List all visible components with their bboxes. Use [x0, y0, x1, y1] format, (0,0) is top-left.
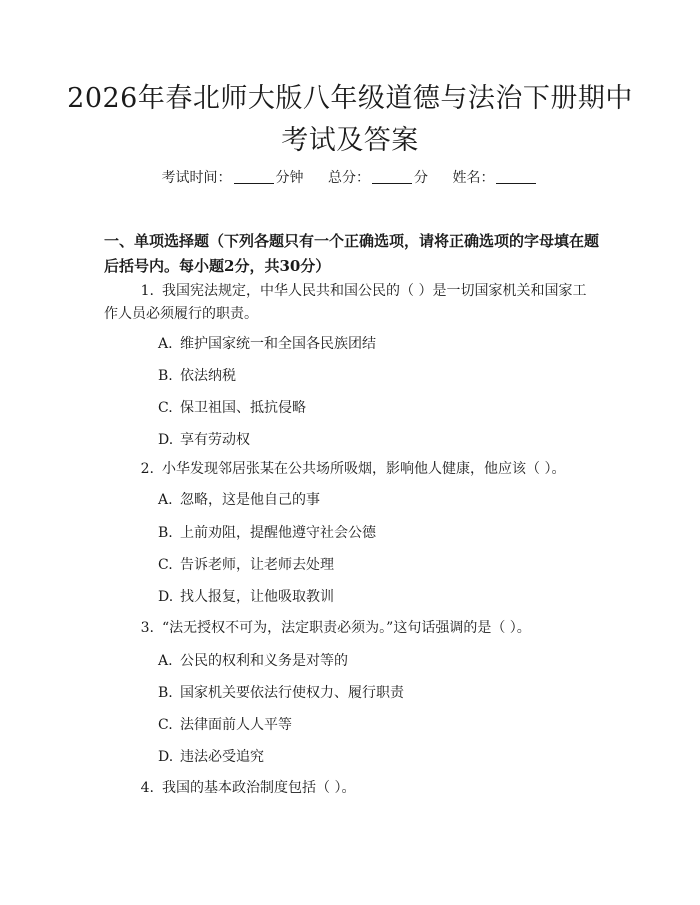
question-2-option-b [158, 523, 598, 543]
question-text: “法无授权不可为，法定职责必须为。”这句话强调的是（ ）。 [162, 620, 531, 636]
option-text: 依法纳税 [180, 368, 236, 384]
question-3-option-d [158, 747, 598, 767]
question-number: 4. [140, 780, 154, 796]
question-1-option-d [158, 430, 598, 450]
section-heading: 一、单项选择题（下列各题只有一个正确选项，请将正确选项的字母填在题后括号内。每小题2分，共30分） [104, 232, 600, 275]
option-letter: A. [158, 492, 173, 508]
exam-time-blank [234, 169, 274, 184]
total-score-field [328, 168, 428, 188]
total-score-blank [372, 169, 412, 184]
option-text: 违法必受追究 [180, 749, 264, 765]
exam-meta-line [0, 168, 700, 188]
exam-time-label: 考试时间： [161, 170, 232, 186]
option-text: 国家机关要依法行使权力、履行职责 [180, 685, 404, 701]
option-text: 保卫祖国、抵抗侵略 [180, 400, 306, 416]
option-text: 告诉老师，让老师去处理 [180, 557, 334, 573]
option-letter: D. [158, 749, 174, 765]
option-text: 享有劳动权 [180, 432, 250, 448]
exam-time-unit: 分钟 [275, 170, 304, 186]
student-name-field [452, 168, 538, 188]
question-1-option-c [158, 398, 598, 418]
question-number: 1. [140, 283, 154, 299]
exam-time-field [162, 168, 304, 188]
question-3-option-b [158, 683, 598, 703]
question-2 [104, 458, 600, 481]
option-text: 上前劝阻，提醒他遵守社会公德 [180, 525, 376, 541]
option-text: 法律面前人人平等 [180, 717, 292, 733]
question-2-option-c [158, 555, 598, 575]
option-letter: C. [158, 717, 173, 733]
document-title: 2026年春北师大版八年级道德与法治下册期中考试及答案 [67, 83, 633, 156]
question-3-option-c [158, 715, 598, 735]
question-3 [104, 617, 600, 640]
option-text: 忽略，这是他自己的事 [180, 492, 320, 508]
question-1-option-b [158, 366, 598, 386]
option-text: 找人报复，让他吸取教训 [180, 589, 334, 605]
question-2-option-a [158, 490, 598, 510]
option-letter: C. [158, 400, 173, 416]
question-3-option-a [158, 651, 598, 671]
option-text: 公民的权利和义务是对等的 [180, 653, 348, 669]
option-letter: B. [158, 525, 173, 541]
total-score-unit: 分 [414, 170, 428, 186]
question-text: 我国宪法规定，中华人民共和国公民的（ ）是一切国家机关和国家工作人员必须履行的职责。 [104, 283, 587, 322]
option-letter: A. [158, 336, 173, 352]
question-2-option-d [158, 587, 598, 607]
option-letter: B. [158, 368, 173, 384]
question-text: 我国的基本政治制度包括（ ）。 [162, 780, 356, 796]
student-name-blank [496, 169, 536, 184]
option-text: 维护国家统一和全国各民族团结 [180, 336, 376, 352]
option-letter: D. [158, 432, 174, 448]
question-number: 2. [140, 461, 154, 477]
option-letter: A. [158, 653, 173, 669]
question-text: 小华发现邻居张某在公共场所吸烟，影响他人健康，他应该（ ）。 [162, 461, 566, 477]
total-score-label: 总分： [328, 170, 370, 186]
option-letter: D. [158, 589, 174, 605]
option-letter: C. [158, 557, 173, 573]
question-1-option-a [158, 334, 598, 354]
option-letter: B. [158, 685, 173, 701]
question-1 [104, 280, 600, 326]
question-number: 3. [140, 620, 154, 636]
question-4 [104, 777, 600, 800]
student-name-label: 姓名： [452, 170, 495, 186]
